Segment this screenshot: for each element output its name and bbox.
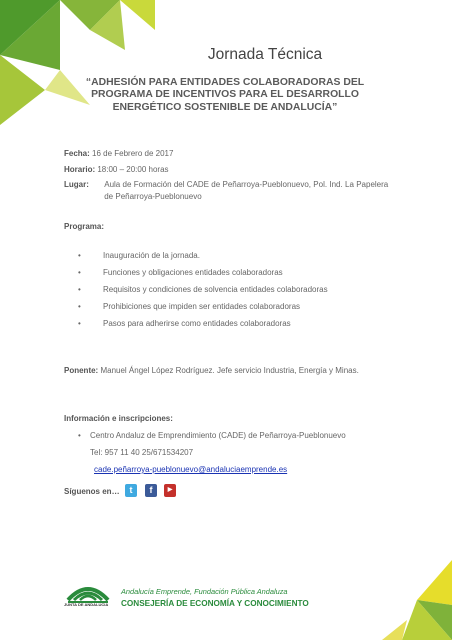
bullet: •: [78, 319, 81, 328]
list-item: [64, 251, 328, 268]
telefono-text: Tel: 957 11 40 25/671534207: [90, 448, 194, 457]
organization-name: Andalucía Emprende, Fundación Pública Andaluza: [121, 587, 288, 596]
fecha-value: 16 de Febrero de 2017: [92, 149, 174, 158]
page-title: Jornada Técnica: [207, 46, 323, 63]
logo-caption: JUNTA DE ANDALUCIA: [64, 602, 109, 607]
list-item-text: Requisitos y condiciones de solvencia entidades colaboradoras: [103, 285, 328, 294]
facebook-icon[interactable]: f: [145, 484, 157, 497]
bullet: •: [78, 285, 81, 294]
list-item: [64, 319, 328, 336]
list-item: [64, 285, 328, 302]
lugar-value: Aula de Formación del CADE de Peñarroya-Pueblonuevo, Pol. Ind. La Papelera de Peñarroya-Pueblonuevo: [104, 180, 389, 201]
list-item-text: Funciones y obligaciones entidades colaboradoras: [103, 268, 283, 277]
informacion-heading: Información e inscripciones:: [64, 414, 173, 423]
list-item: [64, 268, 328, 285]
consejeria-name: CONSEJERÍA DE ECONOMÍA Y CONOCIMIENTO: [121, 599, 309, 608]
programa-list: [64, 251, 328, 336]
horario-label: Horario:: [64, 165, 96, 174]
youtube-icon[interactable]: ▶: [164, 484, 176, 497]
lugar-line: [64, 179, 389, 203]
bullet: •: [78, 431, 81, 440]
lugar-label: Lugar:: [64, 180, 89, 189]
programa-heading: Programa:: [64, 222, 105, 231]
bullet: •: [78, 251, 81, 260]
fecha-label: Fecha:: [64, 149, 90, 158]
twitter-icon[interactable]: t: [125, 484, 137, 497]
fecha-line: [64, 148, 173, 160]
bullet: •: [78, 268, 81, 277]
list-item-text: Prohibiciones que impiden ser entidades colaboradoras: [103, 302, 301, 311]
list-item: [64, 302, 328, 319]
ponente-label: Ponente:: [64, 366, 99, 375]
horario-value: 18:00 – 20:00 horas: [97, 165, 169, 174]
page-subtitle: “ADHESIÓN PARA ENTIDADES COLABORADORAS DEL PROGRAMA DE INCENTIVOS PARA EL DESARROLLO ENERGÉTICO SOSTENIBLE DE ANDALUCÍA”: [85, 77, 365, 113]
horario-line: [64, 164, 169, 176]
list-item-text: Pasos para adherirse como entidades colaboradoras: [103, 319, 291, 328]
corner-decoration-bottom: [382, 560, 452, 640]
ponente-line: [64, 365, 359, 377]
social-label: Síguenos en…: [64, 487, 120, 496]
centro-line: [64, 431, 346, 440]
centro-text: Centro Andaluz de Emprendimiento (CADE) de Peñarroya-Pueblonuevo: [90, 431, 346, 440]
ponente-value: Manuel Ángel López Rodríguez. Jefe servicio Industria, Energía y Minas.: [100, 366, 359, 375]
list-item-text: Inauguración de la jornada.: [103, 251, 200, 260]
bullet: •: [78, 302, 81, 311]
email-link[interactable]: cade.peñarroya-pueblonuevo@andaluciaemprende.es: [94, 465, 288, 474]
